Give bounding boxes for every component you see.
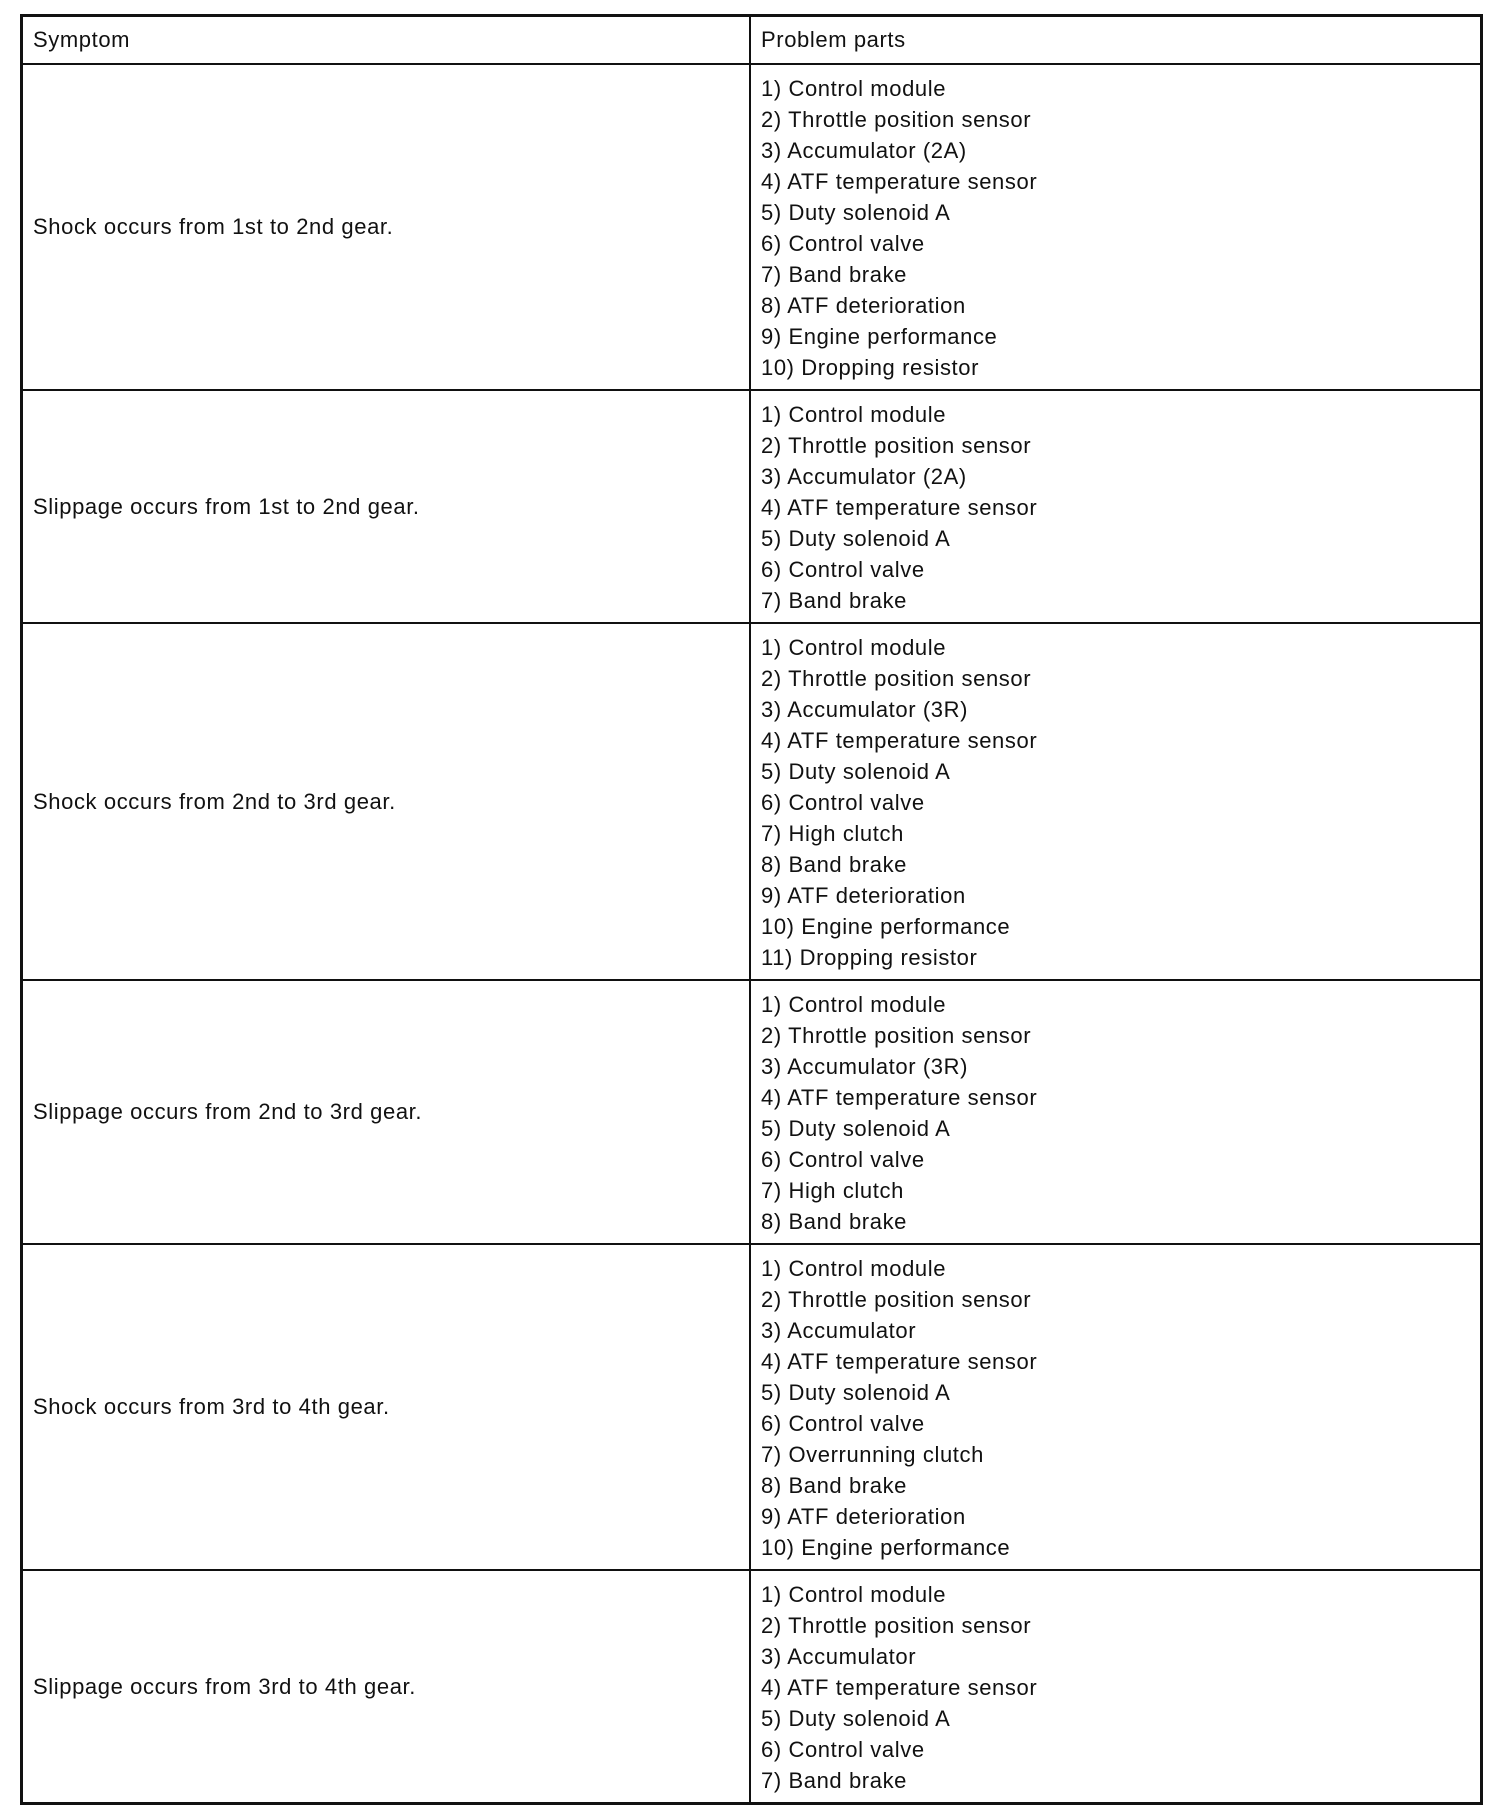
symptom-table [23, 17, 1480, 1802]
problem-part-item: 7) Overrunning clutch [761, 1442, 984, 1467]
problem-part-item: 2) Throttle position sensor [761, 107, 1032, 132]
problem-part-item: 6) Control valve [761, 557, 925, 582]
problem-parts-cell [750, 64, 1480, 390]
problem-part-item: 10) Engine performance [761, 1535, 1011, 1560]
header-problem-parts: Problem parts [750, 17, 1480, 64]
problem-parts-cell [750, 1244, 1480, 1570]
symptom-table-sheet [20, 14, 1483, 1805]
problem-part-item: 2) Throttle position sensor [761, 666, 1032, 691]
problem-parts-list [761, 399, 1480, 616]
problem-part-item: 4) ATF temperature sensor [761, 495, 1038, 520]
table-row [23, 1244, 1480, 1570]
problem-part-item: 1) Control module [761, 1256, 947, 1281]
symptom-cell: Slippage occurs from 3rd to 4th gear. [23, 1570, 750, 1802]
problem-part-item: 5) Duty solenoid A [761, 200, 951, 225]
problem-part-item: 9) Engine performance [761, 324, 998, 349]
problem-part-item: 6) Control valve [761, 790, 925, 815]
problem-part-item: 11) Dropping resistor [761, 945, 978, 970]
problem-part-item: 5) Duty solenoid A [761, 1380, 951, 1405]
problem-part-item: 7) High clutch [761, 821, 904, 846]
symptom-cell: Shock occurs from 2nd to 3rd gear. [23, 623, 750, 980]
table-row [23, 980, 1480, 1244]
problem-part-item: 1) Control module [761, 635, 947, 660]
problem-parts-cell [750, 980, 1480, 1244]
problem-part-item: 5) Duty solenoid A [761, 759, 951, 784]
problem-parts-cell [750, 1570, 1480, 1802]
symptom-cell: Slippage occurs from 1st to 2nd gear. [23, 390, 750, 623]
problem-part-item: 6) Control valve [761, 231, 925, 256]
problem-part-item: 7) Band brake [761, 262, 907, 287]
header-symptom: Symptom [23, 17, 750, 64]
problem-part-item: 8) Band brake [761, 1473, 907, 1498]
problem-part-item: 1) Control module [761, 76, 947, 101]
problem-part-item: 5) Duty solenoid A [761, 1116, 951, 1141]
table-row [23, 1570, 1480, 1802]
problem-part-item: 2) Throttle position sensor [761, 1023, 1032, 1048]
problem-part-item: 4) ATF temperature sensor [761, 1349, 1038, 1374]
problem-part-item: 1) Control module [761, 1582, 947, 1607]
problem-part-item: 7) Band brake [761, 588, 907, 613]
problem-part-item: 10) Dropping resistor [761, 355, 980, 380]
problem-part-item: 8) ATF deterioration [761, 293, 966, 318]
problem-parts-list [761, 1253, 1480, 1563]
problem-part-item: 7) High clutch [761, 1178, 904, 1203]
problem-part-item: 3) Accumulator (3R) [761, 1054, 969, 1079]
problem-parts-cell [750, 623, 1480, 980]
table-row [23, 64, 1480, 390]
problem-part-item: 10) Engine performance [761, 914, 1011, 939]
problem-part-item: 5) Duty solenoid A [761, 1706, 951, 1731]
problem-parts-cell [750, 390, 1480, 623]
problem-part-item: 3) Accumulator (2A) [761, 138, 967, 163]
problem-part-item: 6) Control valve [761, 1737, 925, 1762]
problem-part-item: 3) Accumulator [761, 1644, 917, 1669]
problem-part-item: 9) ATF deterioration [761, 883, 966, 908]
problem-part-item: 7) Band brake [761, 1768, 907, 1793]
problem-parts-list [761, 989, 1480, 1237]
problem-part-item: 4) ATF temperature sensor [761, 1085, 1038, 1110]
table-header-row [23, 17, 1480, 64]
problem-part-item: 3) Accumulator (3R) [761, 697, 969, 722]
problem-part-item: 2) Throttle position sensor [761, 1287, 1032, 1312]
problem-parts-list [761, 632, 1480, 973]
problem-part-item: 1) Control module [761, 992, 947, 1017]
problem-part-item: 4) ATF temperature sensor [761, 1675, 1038, 1700]
problem-part-item: 5) Duty solenoid A [761, 526, 951, 551]
table-body [23, 64, 1480, 1802]
problem-part-item: 3) Accumulator [761, 1318, 917, 1343]
problem-part-item: 6) Control valve [761, 1147, 925, 1172]
table-row [23, 623, 1480, 980]
symptom-cell: Shock occurs from 3rd to 4th gear. [23, 1244, 750, 1570]
symptom-cell: Shock occurs from 1st to 2nd gear. [23, 64, 750, 390]
symptom-cell: Slippage occurs from 2nd to 3rd gear. [23, 980, 750, 1244]
problem-part-item: 1) Control module [761, 402, 947, 427]
problem-part-item: 9) ATF deterioration [761, 1504, 966, 1529]
problem-part-item: 4) ATF temperature sensor [761, 169, 1038, 194]
problem-part-item: 8) Band brake [761, 852, 907, 877]
problem-parts-list [761, 1579, 1480, 1796]
table-row [23, 390, 1480, 623]
problem-part-item: 2) Throttle position sensor [761, 1613, 1032, 1638]
problem-parts-list [761, 73, 1480, 383]
problem-part-item: 3) Accumulator (2A) [761, 464, 967, 489]
problem-part-item: 4) ATF temperature sensor [761, 728, 1038, 753]
problem-part-item: 8) Band brake [761, 1209, 907, 1234]
problem-part-item: 2) Throttle position sensor [761, 433, 1032, 458]
problem-part-item: 6) Control valve [761, 1411, 925, 1436]
